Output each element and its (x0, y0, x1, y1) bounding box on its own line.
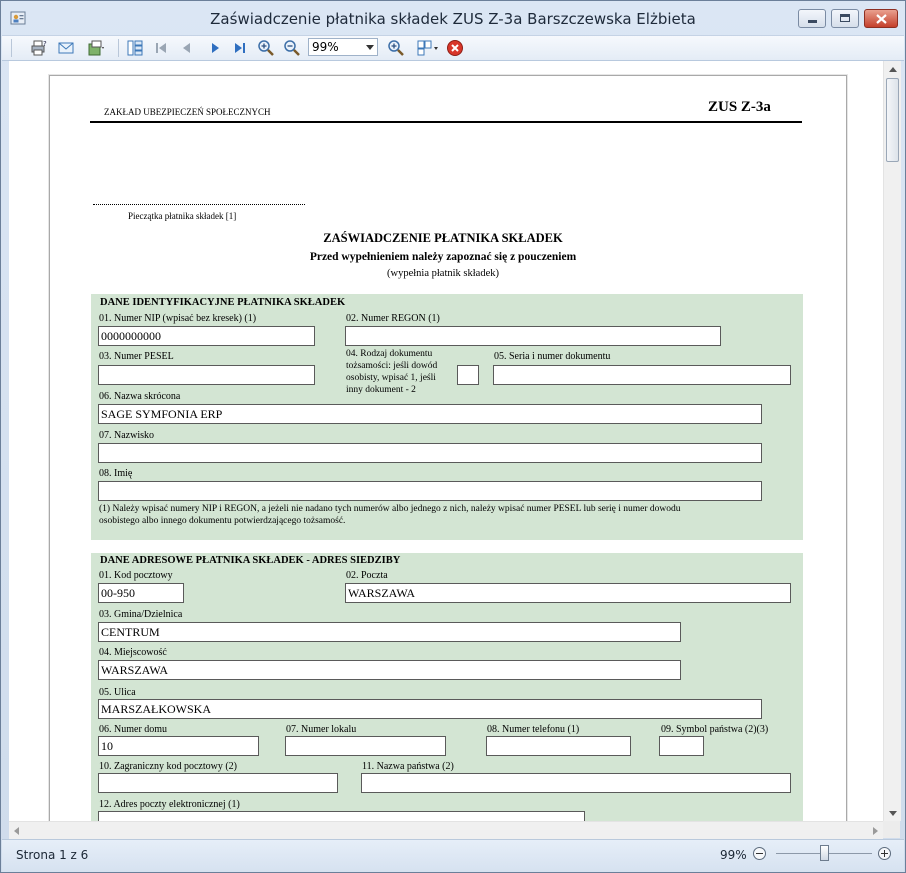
fill-note: (wypełnia płatnik składek) (387, 268, 499, 279)
minus-icon (756, 853, 763, 854)
street-label: 05. Ulica (99, 687, 136, 698)
close-icon (876, 14, 887, 24)
commune-field[interactable]: CENTRUM (98, 622, 681, 642)
minimize-button[interactable] (798, 9, 826, 28)
regon-label: 02. Numer REGON (1) (346, 313, 440, 324)
print-icon[interactable] (30, 39, 48, 57)
chevron-down-icon (366, 45, 374, 50)
regon-field[interactable] (345, 326, 721, 346)
doc-series-label: 05. Seria i numer dokumentu (494, 351, 611, 362)
first-name-field[interactable] (98, 481, 762, 501)
next-page-icon[interactable] (206, 39, 224, 57)
stamp-line (93, 204, 305, 205)
section-identification (91, 294, 803, 540)
city-label: 04. Miejscowość (99, 647, 167, 658)
house-no-label: 06. Numer domu (99, 724, 168, 735)
footnote-line1: (1) Należy wpisać numery NIP i REGON, a jeżeli nie nadano tych numerów albo jednego z nich, należy wpisać numer PESEL lub serię i numer dowodu (99, 504, 681, 514)
doc-type-label-line3: osobisty, wpisać 1, jeśli (346, 373, 436, 383)
zoom-in-icon[interactable] (257, 39, 275, 57)
nip-label: 01. Numer NIP (wpisać bez kresek) (1) (99, 313, 257, 324)
post-office-label: 02. Poczta (346, 570, 388, 581)
horizontal-scrollbar[interactable] (9, 821, 883, 839)
scroll-down-icon[interactable] (889, 811, 897, 816)
title-bar[interactable] (1, 1, 905, 35)
country-name-field[interactable] (361, 773, 791, 793)
form-subtitle: Przed wypełnieniem należy zapoznać się z pouczeniem (309, 251, 577, 263)
zoom-tool-icon[interactable] (387, 39, 405, 57)
stamp-label: Pieczątka płatnika składek [1] (128, 211, 237, 221)
email-label: 12. Adres poczty elektronicznej (1) (99, 799, 240, 810)
doc-type-label-line1: 04. Rodzaj dokumentu (346, 349, 433, 359)
close-window-button[interactable] (864, 9, 898, 28)
header-rule (90, 121, 802, 123)
report-page (49, 75, 847, 821)
zoom-out-icon[interactable] (283, 39, 301, 57)
email-icon[interactable] (57, 39, 75, 57)
phone-label: 08. Numer telefonu (1) (487, 724, 580, 735)
street-field[interactable]: MARSZAŁKOWSKA (98, 699, 762, 719)
zoom-slider-thumb[interactable] (820, 845, 829, 861)
postal-code-label: 01. Kod pocztowy (99, 570, 173, 581)
postal-code-field[interactable]: 00-950 (98, 583, 184, 603)
vertical-scrollbar[interactable] (883, 61, 901, 821)
toolbar-separator (118, 39, 119, 57)
vertical-scroll-thumb[interactable] (886, 78, 899, 162)
nip-field[interactable]: 0000000000 (98, 326, 315, 346)
minimize-icon (808, 20, 817, 23)
toolbar-grip (11, 39, 12, 57)
status-bar (2, 839, 904, 872)
country-name-label: 11. Nazwa państwa (2) (362, 761, 454, 772)
svg-text:?: ? (43, 40, 47, 48)
post-office-field[interactable]: WARSZAWA (345, 583, 791, 603)
short-name-label: 06. Nazwa skrócona (99, 391, 181, 402)
form-code: ZUS Z-3a (708, 99, 771, 115)
export-icon[interactable] (87, 39, 105, 57)
zoom-in-button[interactable] (878, 847, 891, 860)
zoom-combo[interactable] (308, 38, 378, 56)
house-no-field[interactable]: 10 (98, 736, 259, 756)
scroll-up-icon[interactable] (889, 67, 897, 72)
doc-series-field[interactable] (493, 365, 791, 385)
flat-no-label: 07. Numer lokalu (286, 724, 357, 735)
country-symbol-label: 09. Symbol państwa (2)(3) (661, 724, 769, 735)
maximize-icon (840, 14, 850, 22)
close-report-icon[interactable] (446, 39, 464, 57)
flat-no-field[interactable] (285, 736, 446, 756)
plus-icon-vertical (884, 850, 885, 857)
section-address (91, 553, 803, 821)
scroll-corner (883, 821, 900, 838)
section-title: DANE ADRESOWE PŁATNIKA SKŁADEK - ADRES SIEDZIBY (100, 555, 401, 566)
toolbar (2, 35, 904, 61)
doc-type-label-line4: inny dokument - 2 (346, 385, 416, 395)
doc-type-label-line2: tożsamości: jeśli dowód (346, 361, 438, 371)
phone-field[interactable] (486, 736, 631, 756)
institution-name: ZAKŁAD UBEZPIECZEŃ SPOŁECZNYCH (104, 107, 271, 117)
form-title: ZAŚWIADCZENIE PŁATNIKA SKŁADEK (323, 231, 563, 245)
footnote-line2: osobistego albo innego dokumentu potwierdzającego tożsamość. (99, 516, 346, 526)
scroll-right-icon[interactable] (873, 827, 878, 835)
first-name-label: 08. Imię (99, 468, 133, 479)
doc-type-field[interactable] (457, 365, 479, 385)
email-field[interactable] (98, 811, 585, 821)
city-field[interactable]: WARSZAWA (98, 660, 681, 680)
pesel-label: 03. Numer PESEL (99, 351, 174, 362)
first-page-icon[interactable] (152, 39, 170, 57)
thumbnails-icon[interactable] (126, 39, 144, 57)
section-title: DANE IDENTYFIKACYJNE PŁATNIKA SKŁADEK (100, 297, 346, 308)
maximize-button[interactable] (831, 9, 859, 28)
zoom-percent: 99% (720, 848, 747, 862)
page-indicator: Strona 1 z 6 (16, 848, 89, 862)
scroll-left-icon[interactable] (14, 827, 19, 835)
zoom-out-button[interactable] (753, 847, 766, 860)
country-symbol-field[interactable] (659, 736, 704, 756)
previous-page-icon[interactable] (178, 39, 196, 57)
commune-label: 03. Gmina/Dzielnica (99, 609, 183, 620)
pesel-field[interactable] (98, 365, 315, 385)
surname-field[interactable] (98, 443, 762, 463)
last-page-icon[interactable] (231, 39, 249, 57)
surname-label: 07. Nazwisko (99, 430, 154, 441)
zoom-combo-value: 99% (312, 40, 339, 54)
foreign-postal-field[interactable] (98, 773, 338, 793)
document-viewport[interactable] (9, 61, 883, 821)
window-title: Zaświadczenie płatnika składek ZUS Z-3a Barszczewska Elżbieta (210, 10, 696, 28)
foreign-postal-label: 10. Zagraniczny kod pocztowy (2) (99, 761, 238, 772)
page-layout-icon[interactable] (416, 39, 440, 57)
short-name-field[interactable]: SAGE SYMFONIA ERP (98, 404, 762, 424)
